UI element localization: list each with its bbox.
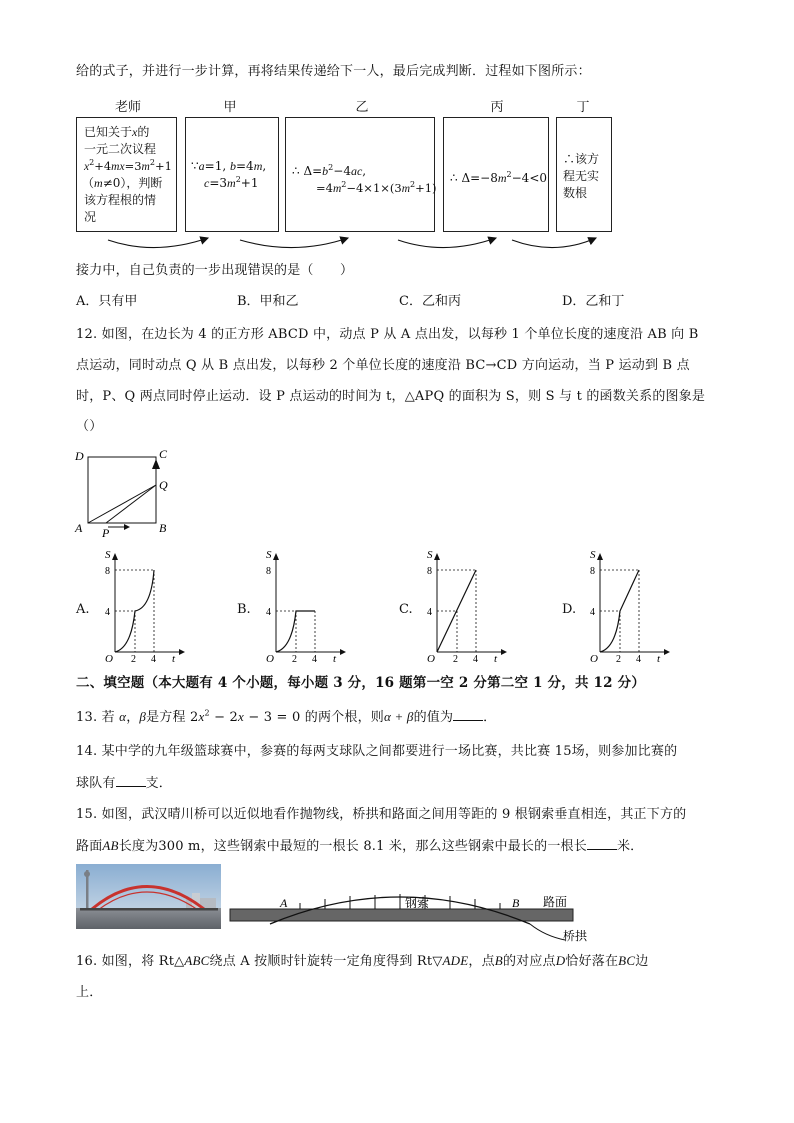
q12-line-1: 12. 如图，在边长为 4 的正方形 ABCD 中，动点 P 从 A 点出发，以每秒 1 个单位长度的速度沿 AB 向 B	[76, 327, 699, 342]
label-arch: 桥拱	[563, 929, 588, 943]
teacher-equation	[84, 158, 172, 175]
q15-text: 路面	[76, 839, 103, 854]
label-cable: 钢索	[405, 896, 430, 910]
q12-graph-a	[95, 548, 190, 666]
tick-4: 4	[427, 607, 432, 618]
q16-text: 绕点 A 按顺时针旋转一定角度得到 Rt▽	[209, 954, 443, 969]
q16-text: 的对应点	[502, 954, 556, 969]
q12-option-d[interactable]: D.	[562, 602, 577, 617]
ding-line-2: 程无实	[563, 169, 600, 183]
label-b: B	[512, 896, 520, 910]
q15-ab: AB	[102, 838, 119, 853]
q12-graph-c	[417, 548, 512, 666]
yi-sup: 2	[328, 163, 334, 172]
jia-part: =3	[209, 176, 228, 190]
arrow-teacher-jia	[108, 238, 208, 248]
q12-graph-b	[256, 548, 351, 666]
relay-arrows	[100, 230, 620, 260]
label-road: 路面	[543, 895, 568, 909]
yi-part: −4	[333, 164, 351, 178]
relay-header-teacher: 老师	[114, 100, 141, 115]
q13-text: 13. 若	[76, 710, 115, 725]
q15-text: 长度为	[118, 839, 159, 854]
q14-answer-blank[interactable]	[116, 773, 146, 787]
relay-header-ding: 丁	[576, 100, 590, 115]
bing-part: m	[497, 171, 507, 185]
bing-part: ∴ Δ=−8	[450, 171, 498, 185]
arrow-right-icon	[664, 649, 670, 655]
q13-text: 的值为	[413, 710, 454, 725]
q16-line-1	[76, 952, 648, 971]
arrow-up-icon	[434, 553, 440, 560]
relay-header-bing: 丙	[490, 100, 504, 115]
bing-line-1	[450, 170, 547, 186]
yi-part: ac	[350, 164, 363, 178]
teacher-line-5: 该方程根的情	[84, 193, 157, 207]
q12-option-a[interactable]: A.	[76, 602, 90, 617]
q12-square-figure	[70, 445, 180, 540]
yi-part: m	[332, 183, 342, 195]
tick-x4: 4	[636, 654, 641, 665]
eq-part: +1	[154, 159, 172, 173]
jia-part: m	[253, 159, 263, 173]
yi-part: ∴ Δ=	[292, 164, 323, 178]
ding-line-1: ∴该方	[563, 152, 600, 166]
teacher-text: 的	[137, 125, 150, 139]
q13-text: − 2	[209, 710, 238, 725]
q11-option-d[interactable]: D．乙和丁	[562, 294, 625, 309]
yi-line-1	[292, 163, 366, 179]
eq-part: m	[141, 161, 150, 173]
intro-text: 给的式子，并进行一步计算，再将结果传递给下一人，最后完成判断．过程如下图所示：	[76, 64, 591, 79]
label-s: S	[105, 549, 111, 561]
q13-text: ．	[483, 710, 497, 725]
q15-text: ，这些钢索中最短的一根长 8.1 米，那么这些钢索中最长的一根长	[200, 839, 587, 854]
tick-8: 8	[105, 566, 110, 577]
cables	[300, 894, 500, 909]
q16-b: B	[494, 953, 503, 968]
bing-part: −4<0	[511, 171, 548, 185]
q14-line-1: 14. 某中学的九年级篮球赛中，参赛的每两支球队之间都要进行一场比赛，共比赛 15场，则参加比赛的	[76, 744, 678, 759]
tick-x2: 2	[453, 654, 458, 665]
q15-answer-blank[interactable]	[587, 836, 617, 850]
arrow-right-icon	[179, 649, 185, 655]
teacher-var-x: x	[132, 125, 138, 139]
q16-bc: BC	[618, 953, 636, 968]
relay-box-teacher	[76, 117, 177, 232]
q16-ade: ADE	[442, 953, 469, 968]
q13-x: x	[198, 709, 205, 724]
teacher-text: 已知关于	[84, 125, 133, 139]
q13-expr: α + β	[383, 709, 414, 724]
q12-line-2: 点运动，同时动点 Q 从 B 点出发，以每秒 2 个单位长度的速度沿 BC→CD 方向运动，当 P 运动到 B 点	[76, 358, 690, 373]
q14-line-2	[76, 773, 172, 793]
yi-sup: 2	[341, 180, 347, 190]
tick-x4: 4	[151, 654, 156, 665]
jia-part: b	[229, 159, 236, 173]
arrow-up-icon	[597, 553, 603, 560]
q12-graph-d	[580, 548, 675, 666]
eq-part: mx	[111, 161, 125, 173]
eq-part: x	[84, 161, 90, 173]
q13-sup: 2	[204, 708, 210, 718]
q12-option-c[interactable]: C.	[399, 602, 413, 617]
label-o: O	[590, 653, 598, 665]
q13	[76, 707, 496, 727]
tick-x2: 2	[292, 654, 297, 665]
jia-part: a	[198, 159, 205, 173]
q13-text: − 3 = 0 的两个根，则	[243, 710, 384, 725]
q15-line-2	[76, 836, 643, 856]
arrow-jia-yi	[240, 238, 348, 248]
jia-part: c	[204, 176, 210, 190]
arrow-bing-ding	[512, 238, 596, 248]
q11-option-a[interactable]: A．只有甲	[76, 294, 138, 309]
jia-part: ,	[262, 159, 267, 173]
teacher-text: ≠0），判断	[102, 176, 163, 190]
label-a: A	[75, 521, 83, 535]
ding-line-3: 数根	[563, 186, 588, 200]
q13-alpha: α	[119, 709, 127, 724]
tick-8: 8	[427, 566, 432, 577]
relay-header-jia: 甲	[223, 100, 237, 115]
q16-abc: ABC	[184, 953, 210, 968]
tick-4: 4	[590, 607, 595, 618]
tower-top	[84, 871, 90, 877]
teacher-text: （	[82, 176, 95, 190]
q14-text: 球队有	[76, 776, 116, 791]
q11-option-b[interactable]: B．甲和乙	[237, 294, 299, 309]
yi-line-2	[316, 180, 437, 197]
arrow-right-icon	[340, 649, 346, 655]
label-s: S	[590, 549, 596, 561]
tick-x4: 4	[473, 654, 478, 665]
arrow-right-icon	[124, 524, 130, 530]
teacher-line-4	[82, 175, 162, 191]
label-c: C	[159, 447, 168, 461]
teacher-var-m: m	[94, 176, 103, 190]
section-2-title: 二、填空题（本大题有 4 个小题，每小题 3 分，16 题第一空 2 分第二空 1 分，共 12 分）	[76, 675, 646, 691]
tick-x2: 2	[616, 654, 621, 665]
eq-sup: 2	[149, 158, 155, 168]
q14-text: 支．	[145, 776, 173, 791]
tick-4: 4	[105, 607, 110, 618]
bridge-schematic	[225, 884, 615, 946]
teacher-line-6: 况	[84, 210, 97, 224]
q12-line-4: （）	[76, 419, 103, 434]
q11-stem: 接力中，自己负责的一步出现错误的是（ ）	[76, 263, 354, 278]
relay-header-yi: 乙	[355, 100, 369, 115]
yi-part: −4×1×(3	[346, 181, 402, 195]
q16-text: 恰好落在	[565, 954, 619, 969]
yi-part: b	[322, 164, 329, 178]
yi-part: +1)	[415, 181, 437, 195]
arrow-yi-bing	[398, 238, 496, 248]
q12-line-3: 时，P、Q 两点同时停止运动．设 P 点运动的时间为 t，△APQ 的面积为 S，则 S 与 t 的函数关系的图象是	[76, 389, 706, 404]
eq-part: =3	[124, 159, 142, 173]
q15-length: 300 m	[158, 839, 201, 854]
bridge-photo	[76, 864, 221, 929]
label-t: t	[172, 653, 176, 665]
label-t: t	[333, 653, 337, 665]
label-d: D	[75, 449, 84, 463]
jia-line-1	[191, 158, 266, 174]
q13-answer-blank[interactable]	[453, 707, 483, 721]
jia-part: +1	[240, 176, 259, 190]
relay-box-yi	[285, 117, 435, 232]
q12-option-b[interactable]: B.	[237, 602, 251, 617]
water	[76, 908, 221, 929]
jia-sup: 2	[235, 175, 241, 184]
teacher-line-2: 一元二次议程	[84, 142, 157, 156]
tick-x4: 4	[312, 654, 317, 665]
relay-box-ding	[556, 117, 612, 232]
eq-part: +4	[94, 159, 112, 173]
relay-box-jia	[185, 117, 279, 232]
yi-part: =4	[316, 181, 333, 195]
curve	[276, 611, 315, 652]
eq-sup: 2	[89, 158, 95, 168]
q15-text: 米．	[616, 839, 644, 854]
label-a: A	[280, 896, 288, 910]
label-o: O	[427, 653, 435, 665]
arrow-right-icon	[501, 649, 507, 655]
arrow-up-icon	[273, 553, 279, 560]
deck	[80, 908, 218, 911]
tick-x2: 2	[131, 654, 136, 665]
jia-part: =4	[235, 159, 254, 173]
label-b: B	[159, 521, 167, 535]
label-s: S	[266, 549, 272, 561]
label-t: t	[657, 653, 661, 665]
square-abcd	[88, 457, 156, 523]
label-p: P	[102, 526, 110, 540]
q16-text: 16. 如图，将 Rt△	[76, 954, 185, 969]
label-o: O	[266, 653, 274, 665]
segment-pq	[106, 485, 156, 523]
jia-part: m	[227, 176, 236, 190]
q13-x: x	[238, 709, 244, 724]
q13-text: 是方程 2	[146, 710, 199, 725]
label-s: S	[427, 549, 433, 561]
tick-4: 4	[266, 607, 271, 618]
q13-beta: β	[139, 709, 147, 724]
relay-box-bing	[443, 117, 549, 232]
q16-line-2: 上．	[76, 985, 103, 1000]
q15-line-1: 15. 如图，武汉晴川桥可以近似地看作抛物线，桥拱和路面之间用等距的 9 根钢索垂直相连，其正下方的	[76, 807, 687, 822]
yi-sup: 2	[410, 180, 416, 190]
segment-aq	[88, 485, 156, 523]
q11-option-c[interactable]: C．乙和丙	[399, 294, 461, 309]
tick-8: 8	[590, 566, 595, 577]
yi-part: ,	[362, 164, 367, 178]
jia-line-2	[204, 175, 259, 191]
jia-part: ∵	[191, 159, 199, 173]
teacher-line-1	[84, 124, 149, 140]
arch-label-leader	[530, 924, 565, 940]
label-o: O	[105, 653, 113, 665]
jia-part: =1,	[204, 159, 227, 173]
tick-8: 8	[266, 566, 271, 577]
q16-text: ，点	[468, 954, 495, 969]
label-q: Q	[159, 478, 168, 492]
arrow-up-icon	[112, 553, 118, 560]
bing-sup: 2	[506, 170, 512, 179]
yi-part: m	[401, 183, 411, 195]
q16-text: 边	[635, 954, 649, 969]
q13-text: ，	[126, 710, 140, 725]
q16-d: D	[555, 953, 566, 968]
label-t: t	[494, 653, 498, 665]
